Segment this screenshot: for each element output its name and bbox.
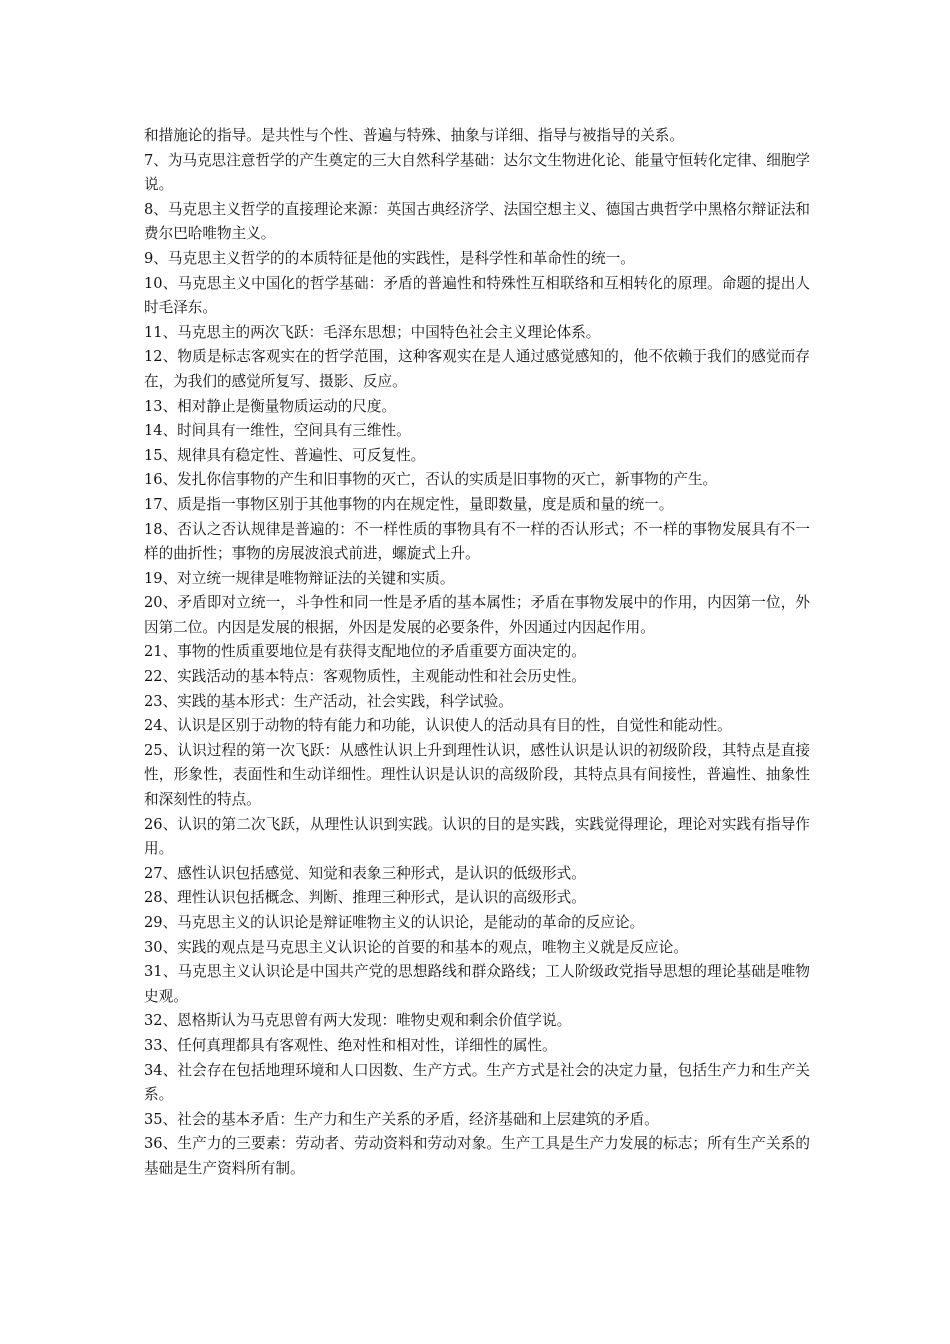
document-page [144,124,810,1182]
paragraph-item-17: 17、质是指一事物区别于其他事物的内在规定性，量即数量，度是质和量的统一。 [144,495,674,513]
paragraph-item-30: 30、实践的观点是马克思主义认识论的首要的和基本的观点，唯物主义就是反应论。 [144,938,688,956]
paragraph-item-8: 8、马克思主义哲学的直接理论来源：英国古典经济学、法国空想主义、德国古典哲学中黑格尔辩证法和费尔巴哈唯物主义。 [144,200,811,243]
paragraph-item-24: 24、认识是区别于动物的特有能力和功能，认识使人的活动具有目的性，自觉性和能动性。 [144,717,732,735]
paragraph-item-21: 21、事物的性质重要地位是有获得支配地位的矛盾重要方面决定的。 [144,643,586,661]
paragraph-continuation: 和措施论的指导。是共性与个性、普遍与特殊、抽象与详细、指导与被指导的关系。 [144,127,684,144]
paragraph-item-9: 9、马克思主义哲学的的本质特征是他的实践性，是科学性和革命性的统一。 [144,249,635,267]
paragraph-item-20: 20、矛盾即对立统一，斗争性和同一性是矛盾的基本属性；矛盾在事物发展中的作用，内因第一位，外因第二位。内因是发展的根据，外因是发展的必要条件，外因通过内因起作用。 [144,594,810,636]
paragraph-item-29: 29、马克思主义的认识论是辩证唯物主义的认识论，是能动的革命的反应论。 [144,914,645,931]
paragraph-item-34: 34、社会存在包括地理环境和人口因数、生产方式。生产方式是社会的决定力量，包括生产力和生产关系。 [144,1061,810,1104]
paragraph-item-31: 31、马克思主义认识论是中国共产党的思想路线和群众路线；工人阶级政党指导思想的理论基础是唯物史观。 [144,963,810,1005]
paragraph-item-28: 28、理性认识包括概念、判断、推理三种形式，是认识的高级形式。 [144,889,586,907]
paragraph-item-7: 7、为马克思注意哲学的产生奠定的三大自然科学基础：达尔文生物进化论、能量守恒转化定律、细胞学说。 [144,151,811,194]
paragraph-item-36: 36、生产力的三要素：劳动者、劳动资料和劳动对象。生产工具是生产力发展的标志；所有生产关系的基础是生产资料所有制。 [144,1135,810,1177]
paragraph-item-16: 16、发扎你信事物的产生和旧事物的灭亡，否认的实质是旧事物的灭亡，新事物的产生。 [144,471,718,489]
paragraph-item-15: 15、规律具有稳定性、普遍性、可反复性。 [144,446,426,464]
paragraph-item-11: 11、马克思主的两次飞跃：毛泽东思想；中国特色社会主义理论体系。 [144,323,601,341]
paragraph-item-33: 33、任何真理都具有客观性、绝对性和相对性，详细性的属性。 [144,1036,557,1054]
paragraph-item-25: 25、认识过程的第一次飞跃：从感性认识上升到理性认识，感性认识是认识的初级阶段，其特点是直接性，形象性，表面性和生动详细性。理性认识是认识的高级阶段，其特点具有间接性，普遍性、抽象性和深刻性的特点。 [144,741,810,809]
paragraph-item-23: 23、实践的基本形式：生产活动，社会实践，科学试验。 [144,692,513,710]
paragraph-item-26: 26、认识的第二次飞跃，从理性认识到实践。认识的目的是实践，实践觉得理论，理论对实践有指导作用。 [144,815,810,858]
paragraph-item-27: 27、感性认识包括感觉、知觉和表象三种形式，是认识的低级形式。 [144,864,586,882]
paragraph-item-22: 22、实践活动的基本特点：客观物质性，主观能动性和社会历史性。 [144,668,586,686]
paragraph-item-14: 14、时间具有一维性，空间具有三维性。 [144,422,411,440]
paragraph-item-12: 12、物质是标志客观实在的哲学范围，这种客观实在是人通过感觉感知的，他不依赖于我们的感觉而存在，为我们的感觉所复写、摄影、反应。 [144,348,810,390]
paragraph-item-13: 13、相对静止是衡量物质运动的尺度。 [144,397,397,415]
paragraph-item-18: 18、否认之否认规律是普遍的：不一样性质的事物具有不一样的否认形式；不一样的事物发展具有不一样的曲折性；事物的房展波浪式前进，螺旋式上升。 [144,520,810,563]
paragraph-item-32: 32、恩格斯认为马克思曾有两大发现：唯物史观和剩余价值学说。 [144,1012,572,1030]
paragraph-item-10: 10、马克思主义中国化的哲学基础：矛盾的普遍性和特殊性互相联络和互相转化的原理。命题的提出人时毛泽东。 [144,274,810,317]
paragraph-item-19: 19、对立统一规律是唯物辩证法的关键和实质。 [144,569,455,587]
paragraph-item-35: 35、社会的基本矛盾：生产力和生产关系的矛盾，经济基础和上层建筑的矛盾。 [144,1110,659,1128]
